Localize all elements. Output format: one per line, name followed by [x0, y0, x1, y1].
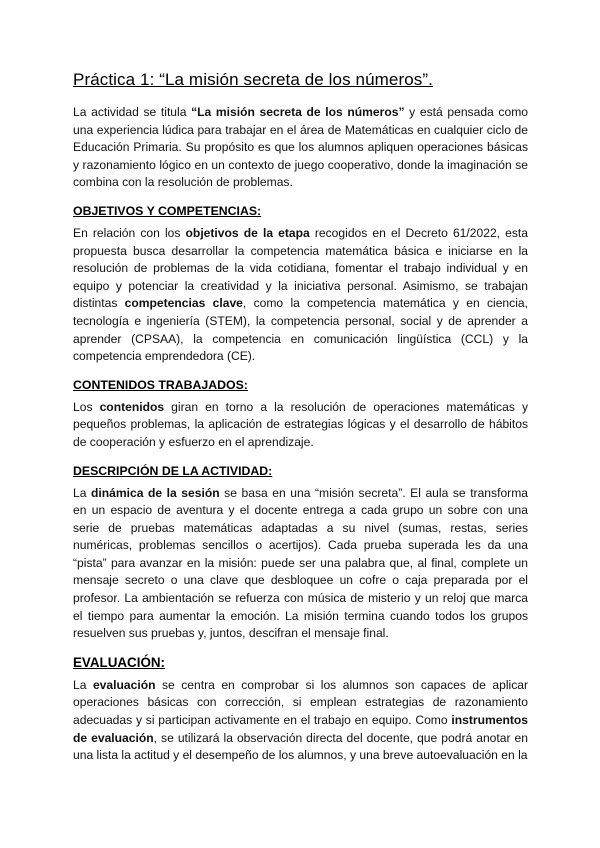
intro-paragraph — [73, 104, 528, 192]
descripcion-bold-1: dinámica de la sesión — [91, 485, 220, 500]
intro-text-2: y está pensada como una experiencia lúdica para trabajar en el área de Matemáticas en cualquier ciclo de Educación Primaria. Su propósito es que los alumnos apliquen operaciones básicas y razonamiento lógico en un contexto de juego cooperativo, donde la imaginación se combina con la resolución de problemas. — [73, 105, 528, 190]
objetivos-bold-2: competencias clave — [124, 296, 243, 311]
evaluacion-paragraph — [73, 677, 528, 765]
evaluacion-heading: EVALUACIÓN: — [73, 654, 165, 670]
evaluacion-text-3: , se utilizará la observación directa del docente, que podrá anotar en una lista la actitud y el desempeño de los alumnos, y una breve autoevaluación en la — [73, 730, 528, 763]
descripcion-paragraph — [73, 485, 528, 643]
evaluacion-text-2: se centra en comprobar si los alumnos son capaces de aplicar operaciones básicas con corrección, si emplean estrategias de razonamiento adecuadas y si participan activamente en el trabajo en equipo. Como — [73, 677, 529, 728]
objetivos-text-1: En relación con los — [73, 225, 186, 240]
objetivos-text-3: , como la competencia matemática y en ciencia, tecnología e ingeniería (STEM), la competencia personal, social y de aprender a aprender (CPSAA), la competencia en comunicación lingüística (CCL) y la competencia emprendedora (CE). — [73, 296, 528, 364]
evaluacion-bold-2: instrumentos de evaluación — [73, 713, 528, 745]
contenidos-bold-1: contenidos — [99, 399, 165, 414]
objetivos-heading: OBJETIVOS Y COMPETENCIAS: — [73, 203, 262, 218]
contenidos-text-2: giran en torno a la resolución de operaciones matemáticas y pequeños problemas, la aplicación de estrategias lógicas y el desarrollo de hábitos de cooperación y esfuerzo en el aprendizaje. — [73, 399, 528, 449]
evaluacion-bold-1: evaluación — [92, 677, 156, 692]
contenidos-text-1: Los — [73, 399, 100, 414]
page-title: Práctica 1: “La misión secreta de los números”. — [73, 70, 433, 89]
descripcion-heading: DESCRIPCIÓN DE LA ACTIVIDAD: — [73, 463, 273, 478]
objetivos-paragraph — [73, 225, 528, 366]
document-body — [73, 70, 528, 765]
descripcion-text-1: La — [73, 485, 92, 500]
intro-text-1: La actividad se titula — [73, 105, 192, 119]
contenidos-heading: CONTENIDOS TRABAJADOS: — [73, 377, 248, 392]
objetivos-text-2: recogidos en el Decreto 61/2022, esta propuesta busca desarrollar la competencia matemática básica e iniciarse en la resolución de problemas de la vida cotidiana, fomentar el trabajo individual y en equipo y potenciar la creatividad y la iniciativa personal. Asimismo, se trabajan distintas — [73, 225, 529, 311]
descripcion-text-2: se basa en una “misión secreta”. El aula se transforma en un espacio de aventura y el docente entrega a cada grupo un sobre con una serie de pruebas matemáticas adaptadas a su nivel (sumas, restas, series numéricas, problemas sencillos o acertijos). Cada prueba superada les da una “pista” para avanzar en la misión: puede ser una palabra que, al final, complete un mensaje secreto o una clave que desbloquee un cofre o caja preparada por el profesor. La ambientación se refuerza con música de misterio y un reloj que marca el tiempo para aumentar la emoción. La misión termina cuando todos los grupos resuelven sus pruebas y, juntos, descifran el mensaje final. — [73, 485, 528, 641]
intro-activity-title: “La misión secreta de los números” — [191, 105, 405, 119]
contenidos-paragraph — [73, 399, 528, 452]
objetivos-bold-1: objetivos de la etapa — [185, 225, 310, 240]
evaluacion-text-1: La — [73, 677, 93, 692]
